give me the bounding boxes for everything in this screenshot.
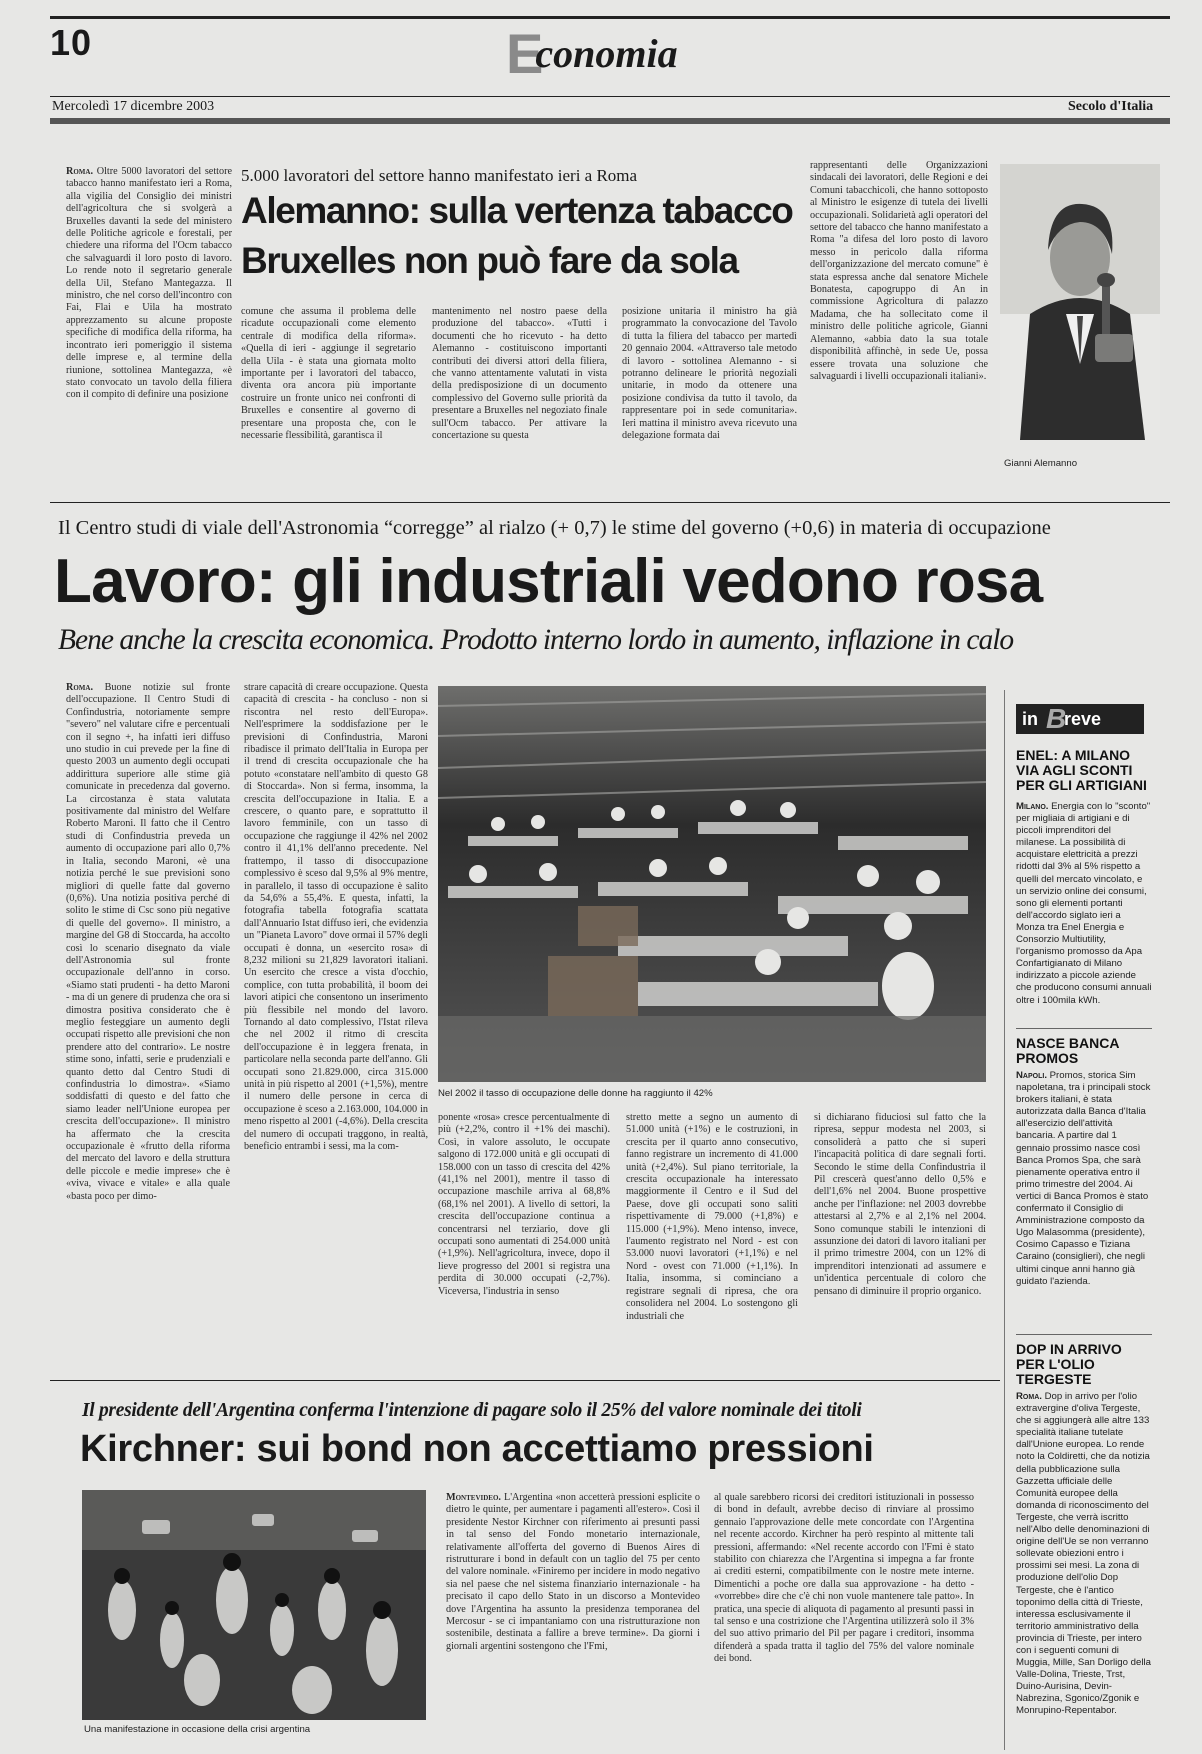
masthead-rule-thick (50, 118, 1170, 124)
story3-col1-text: L'Argentina «non accetterà pressioni esplicite o dietro le quinte, per aumentare i pagamenti all'estero». Così il presidente Nestor Kirchner con riferimento ai presunti passi in tal senso del Fondo monetario internazionale, relativamente all'offerta del governo di Buenos Aires di ristrutturare i bond in default con un taglio del 75 per cento del valore nominale. «Finiremo per incidere in modo negativo sia nel paese che nel sistema finanziario internazionale - ha precisato il capo dello Stato in un discorso a Montevideo dove l'Argentina ha assunto la presidenza temporanea del Mercosur - se ci impantaniamo con una ristrutturazione non sostenibile, destinata a fallire a breve termine». Da giorni i giornali argentini sostengono che l'Fmi, (446, 1492, 700, 1652)
story2-col4: stretto mette a segno un aumento di 51.000 unità (+1%) e le costruzioni, in crescita per il quarto anno consecutivo, fanno registrare un incremento di 41.000 unità (+2,4%). Sul piano territoriale, la crescita occupazionale ha interessato maggiormente il Centro e il Sud del Paese, dove gli occupati sono saliti rispettivamente di 79.000 (+1,8%) e 115.000 (+1,9%). Meno intenso, invece, l'aumento registrato nel Nord - est con 53.000 nuovi lavoratori (+1,1%) e nel Nord - ovest con 71.000 (+1,1%). In Italia, insomma, si cominciano a registrare segnali di ripresa, che ora consolidera nel 2004. Lo sostengono gli industriali che (626, 1112, 798, 1322)
story2-col5: si dichiarano fiduciosi sul fatto che la ripresa, seppur modesta nel 2003, si consoliderà a patto che si superi l'incapacità politica di dare segnali forti. Secondo le stime della Confindustria il Pil crescerà quest'anno dello 0,5% e dell'1,6% nel 2004. Buone prospettive anche per l'inflazione: nel 2003 dovrebbe attestarsi al 2,7% e al 2,1% nel 2004. Sono comunque stabili le intenzioni di assunzione dei datori di lavoro italiani per il primo trimestre 2004, con un 12% di imprenditori intenzionati ad assumere e un'identica percentuale di coloro che pensano di diminuire il proprio organico. (814, 1112, 986, 1297)
story1-headline-line2: Bruxelles non può fare da sola (241, 240, 738, 281)
story2-col2: strare capacità di creare occupazione. Questa capacità di crescita - ha concluso - non si riscontra nel resto dell'Europa». Nell'esprimere la soddisfazione per le previsioni di Confindustria, Maroni ribadisce il primato dell'Italia in Europa per il trend di crescita occupazionale che ha potuto «constatare nell'ambito di questo G8 di Stoccarda». Non si ferma, insomma, la crescita dell'occupazione in Italia. E a crescere, o quanto pare, e soprattutto il lavoro femminile, con un tasso di occupazione che raggiunge il 42% nel 2002 contro il 41,1% dell'anno precedente. Nel frattempo, il tasso di disoccupazione complessivo è sceso dal 9,5% al 9% mentre, in parallelo, il tasso di occupazione è salito da 54,6% a 55,4%. E questa, infatti, la fotografia tabella fotografia scattata dall'Annuario Istat diffuso ieri, che evidenzia un "Pianeta Lavoro" dove ormai il 57% degli occupati è donna, un «esercito rosa» di 8,232 milioni su 21,829 lavoratori italiani. Un esercito che cresce a vista d'occhio, complice, con tutta probabilità, il boom dei lavori atipici che consentono un inserimento più flessibile nel mondo del lavoro. Tornando al dato complessivo, l'Istat rileva che nel 2002 il ritmo di crescita dell'occupazione è in leggera frenata, in particolare nella seconda parte dell'anno. Gli occupati sono 21.829.000, circa 315.000 unità in più rispetto al 2001 (+1,5%), mentre il numero delle persone in cerca di occupazione è sceso a 2.163.000, 104.000 in meno rispetto al 2001 (-4,6%). Della crescita del numero di occupati traggono, in realtà, beneficio entrambi i sessi, ma la com- (244, 682, 428, 1153)
brief-title: NASCE BANCA PROMOS (1016, 1035, 1119, 1066)
alemanno-photo-caption: Gianni Alemanno (1004, 458, 1078, 469)
crowd-illustration (82, 1490, 426, 1720)
top-rule (50, 16, 1170, 19)
paper-name: Secolo d'Italia (1068, 99, 1154, 114)
section-rest: conomia (535, 31, 678, 76)
brief-item-promos (1016, 1036, 1152, 1310)
issue-date: Mercoledì 17 dicembre 2003 (52, 99, 215, 114)
story1-dateline: Roma. (66, 166, 94, 177)
story2-headline: Lavoro: gli industriali vedono rosa (54, 547, 1043, 616)
in-breve-logo-in: in (1022, 709, 1038, 729)
story2-col1-text: Buone notizie sul fronte dell'occupazione. Il Centro Studi di Confindustria, notoriamente sempre "severo" nel valutare cifre e percentuali con il segno +, ha infatti ieri diffuso uno studio in cui prevede per la fine di questo 2003 un aumento degli occupati addirittura superiore alle stime già comunicate in precedenza dal governo. La circostanza è stata valutata positivamente dal ministro del Welfare Roberto Maroni. Il fatto che il Centro studi di Confindustria preveda un aumento di occupazione pari allo 0,7% in Italia, secondo Maroni, «è una notizia perché le sue previsioni sono migliori di quelle fatte dal governo (0,6%). Una notizia positiva perché di solito le stime di Csc sono più negative di quelle del governo». Il ministro, a margine del G8 di Stoccarda, ha accolto così lo scenario disegnato da viale dell'Astronomia sul fronte occupazionale dell'anno in corso. «Siamo stati prudenti - ha detto Maroni - ma di un genere di prudenza che ora si dimostra positiva considerato che è meglio festeggiare un aumento degli occupati rispetto alle previsioni che non prendere atto del contrario». Le nostre stime sono, infatti, serie e prudenziali e quanto detto dal Centro Studi di confindustria lo dimostra». «Siamo soddisfatti di questo e del fatto che siamo leader nell'Unione europea per crescita dell'occupazione». Il ministro ha affermato che la crescita occupazionale è «frutto della riforma del mercato del lavoro e della struttura delle piccole e medie imprese» che è «viva, vivace e vitale» e alla quale «basta poco per dimo- (66, 682, 230, 1202)
brief-title: DOP IN ARRIVO PER L'OLIO TERGESTE (1016, 1341, 1122, 1387)
story1-col2: comune che assuma il problema delle ricadute occupazionali come elemento centrale di modifica della riforma». «Quella di ieri - aggiunge il segretario della Uila - è stata una giornata molto importante per i lavoratori del tabacco, diventa ora ancora più importante costruire un fronte unico nei confronti di Bruxelles e consentire al governo di presentare una proposta che, con le necessarie flessibilità, garantisca il (241, 306, 416, 442)
brief-body (1016, 1391, 1152, 1751)
portrait-illustration (1000, 164, 1160, 440)
story1-col1 (66, 166, 232, 490)
sidebar-divider (1004, 690, 1005, 1750)
brief-dateline: Milano. (1016, 801, 1049, 812)
in-breve-logo (1016, 704, 1144, 734)
story1-col5: rappresentanti delle Organizzazioni sindacali dei lavoratori, delle Regioni e dei Comuni tabacchicoli, che hanno sottoposto al Ministro le esigenze di tutela dei livelli occupazionali. Solidarietà agli operatori del settore del tabacco che hanno manifestato a Roma "a difesa del loro posto di lavoro messo in pericolo dalla riforma dell'organizzazione del mercato comune" è stata espressa anche dal senatore Michele Bonatesta, capogruppo di An in commissione Agricoltura di palazzo Madama, che ha sollecitato come il ministro delle politiche agricole, Gianni Alemanno, «abbia dato la sua totale disponibilità affinchè, in sede Ue, possa essere trovata una soluzione che salvaguardi i livelli occupazionali italiani». (810, 160, 988, 382)
brief-dateline: Roma. (1016, 1391, 1042, 1402)
page-number: 10 (50, 22, 93, 63)
factory-photo-caption: Nel 2002 il tasso di occupazione delle donne ha raggiunto il 42% (438, 1088, 713, 1099)
factory-illustration (438, 686, 986, 1082)
story3-col1 (446, 1492, 700, 1742)
story2-col3: ponente «rosa» cresce percentualmente di più (+2,2%, contro il +1% dei maschi). Così, in valore assoluto, le occupate salgono di 172.000 unità e gli occupati di 158.000 con un tasso di crescita del 42% (41,1% nel 2001), mentre il tasso di occupazione maschile arriva al 68,8% (68,1% nel 2001). A livello di settori, la crescita dell'occupazione continua a concentrarsi nel terziario, dove gli occupati sono aumentati di 254.000 unità (+1,9%). Nell'agricoltura, invece, dopo il lieve progresso del 2001 si registra una perdita di 30.000 occupati (-2,7%). Viceversa, l'industria in senso (438, 1112, 610, 1297)
argentina-photo-caption: Una manifestazione in occasione della crisi argentina (84, 1724, 311, 1735)
story3-kicker: Il presidente dell'Argentina conferma l'intenzione di pagare solo il 25% del valore nominale dei titoli (82, 1400, 862, 1421)
story1-kicker: 5.000 lavoratori del settore hanno manifestato ieri a Roma (241, 166, 638, 185)
brief-dateline: Napoli. (1016, 1070, 1047, 1081)
story3-col2: al quale sarebbero ricorsi dei creditori istituzionali in possesso di bond in default, avrebbe deciso di rinviare al prossimo gennaio l'approvazione delle mete concordate con l'Argentina nel recente accordo. Kirchner ha però respinto al mittente tali pressioni, affermando: «Nel recente accordo con l'Fmi è stato stabilito con chiarezza che l'Argentina si impegna a far fronte ai crediti esterni, compatibilmente con le nostre mete interne. Dimentichi a poche ore dalla sua approvazione - ha detto - «vorrebbe» dire che c'è chi non vuole mantenere tale patto». In pratica, una specie di aliquota di pagamento al presunti passi in tal senso e una costrizione che l'Argentina utilizzerà solo il 3% del suo attivo primario del Pil per pagare i creditori, insomma difenderà a spada tratta il taglio del 75% del valore nominale dei bond. (714, 1492, 974, 1665)
story2-kicker: Il Centro studi di viale dell'Astronomia “corregge” al rialzo (+ 0,7) le stime del governo (+0,6) in materia di occupazione (58, 517, 1051, 539)
story2-dateline: Roma. (66, 682, 94, 693)
argentina-photo (82, 1490, 426, 1720)
brief-body (1016, 801, 1152, 1033)
brief-separator (1016, 1028, 1152, 1029)
brief-text: Dop in arrivo per l'olio extravergine d'oliva Tergeste, che si aggiungerà alle altre 133 specialità italiane tutelate dall'Unione europea. Lo rende noto la Coldiretti, che da notizia della pubblicazione sulla Gazzetta ufficiale delle Comunità europee della domanda di riconoscimento del Tergeste, che verrà iscritto nell'Albo delle denominazioni di origine dell'Ue se non verranno sollevate obiezioni entro i prossimi sei mesi. La zona di produzione dell'olio Dop Tergeste, che è l'antico toponimo della città di Trieste, interessa esclusivamente il territorio amministrativo della provincia di Trieste, per intero con i seguenti comuni di Muggia, Mille, San Dorligo della Valle-Dolina, Trieste, Trst, Duino-Aurisina, Devin-Nabrezina, Sgonico/Zgonik e Monrupino-Repentabor. (1016, 1391, 1151, 1717)
in-breve-logo-rest: reve (1064, 709, 1102, 729)
section-title (506, 22, 678, 86)
in-breve-logo-initial: B (1046, 703, 1067, 734)
factory-photo (438, 686, 986, 1082)
brief-title: ENEL: A MILANO VIA AGLI SCONTI PER GLI ARTIGIANI (1016, 747, 1147, 793)
story3-headline: Kirchner: sui bond non accettiamo pressioni (80, 1428, 874, 1470)
alemanno-photo (1000, 164, 1160, 440)
brief-text: Promos, storica Sim napoletana, tra i principali stock brokers italiani, è stata autorizzata dalla Banca d'Italia all'esercizio dell'attività bancaria. A partire dal 1 gennaio prossimo nasce così Banca Promos Spa, che sarà pienamente operativa entro il primo trimestre del 2004. Ai vertici di Banca Promos è stato confermato il Consiglio di Amministrazione composto da Ugo Malasomma (presidente), Cosimo Capasso e Tiziana Caraino (consiglieri), che negli ultimi cinque anni hanno già guidato l'azienda. (1016, 1070, 1151, 1287)
brief-separator (1016, 1334, 1152, 1335)
brief-text: Energia con lo "sconto" per migliaia di artigiani e di piccoli imprenditori del milanese. La possibilità di acquistare elettricità a prezzi ridotti dal 3% al 5% rispetto a quelli del mercato vincolato, e un servizio online dei consumi, sono gli elementi portanti dell'accordo siglato ieri a Monza tra Enel Energia e Consorzio Multiutility, l'organismo promosso da Apa Confartigianato di Milano indirizzato a piccole aziende che producono consumi annuali oltre i 100mila kWh. (1016, 801, 1152, 1006)
story1-headline-line1: Alemanno: sulla vertenza tabacco (241, 190, 793, 231)
story1-col1-text: Oltre 5000 lavoratori del settore tabacco hanno manifestato ieri a Roma, alla vigilia del Consiglio dei ministri dell'agricoltura che si svolgerà a Bruxelles davanti la sede del ministero delle Politiche agricole e forestali, per chiedere una riforma del l'Ocm tabacco che salvaguardi il loro posto di lavoro. Lo rende noto il segretario generale della Uil, Stefano Mantegazza. Il ministro, che nel corso dell'incontro con Fai, Flai e Uila ha mostrato apprezzamento su alcune proposte specifiche di modifica della riforma, ha incontrato ieri pomeriggio il sistema delle imprese e, al termine della riunione, sottolinea Mantegazza, «è stato convocato un tavolo della filiera con il compito di definire una posizione (66, 166, 232, 401)
story1-col4: posizione unitaria il ministro ha già programmato la convocazione del Tavolo di tutta la filiera del tabacco per martedì 20 gennaio 2004. «Attraverso tale metodo di lavoro - sottolinea Alemanno - si potranno delineare le priorità negoziali unitarie, in modo da ottenere una posizione condivisa da tutto il tavolo, da rappresentare poi in sede comunitaria». Ieri mattina il ministro aveva ricevuto una delegazione formata dai (622, 306, 797, 442)
story2-subheadline: Bene anche la crescita economica. Prodotto interno lordo in aumento, inflazione in calo (58, 624, 1014, 656)
brief-item-enel (1016, 748, 1152, 1033)
masthead-rule (50, 96, 1170, 97)
story1-bottom-rule (50, 502, 1170, 503)
story3-dateline: Montevideo. (446, 1492, 501, 1503)
brief-item-tergeste (1016, 1342, 1152, 1751)
section-initial: E (506, 22, 544, 85)
story2-col1 (66, 682, 230, 1365)
story1-col3: mantenimento nel nostro paese della produzione del tabacco». «Tutti i documenti che ho ricevuto - ha detto Alemanno - costituiscono importanti contributi dei diversi attori della filiera, che vanno attentamente valutati in vista della predisposizione di un documento complessivo del Governo sulle priorità da presentare a Bruxelles nel negoziato finale sull'Ocm tabacco. Per attivare la concertazione su questa (432, 306, 607, 442)
story2-bottom-rule (50, 1380, 1000, 1381)
brief-body (1016, 1070, 1152, 1310)
